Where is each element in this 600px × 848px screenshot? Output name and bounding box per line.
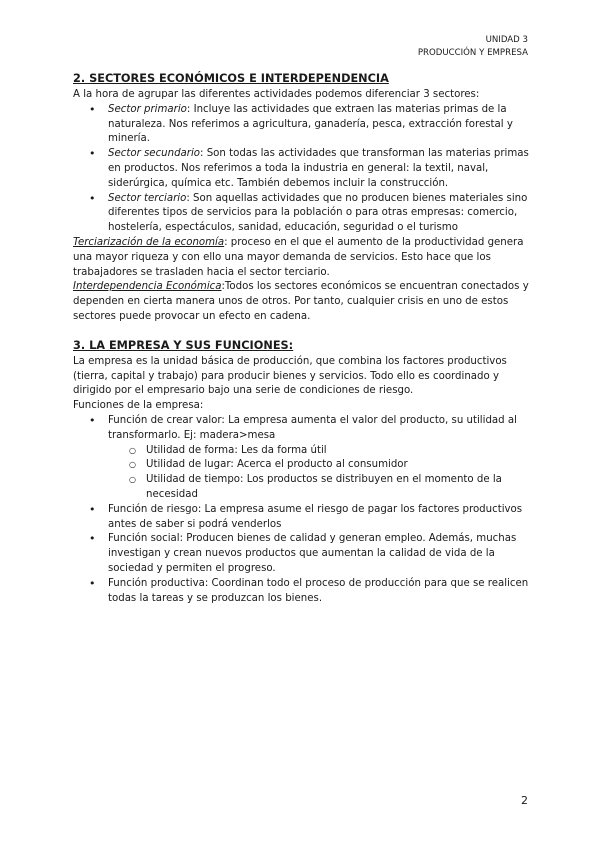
header-unit: UNIDAD 3 <box>485 35 528 45</box>
header-subject: PRODUCCIÓN Y EMPRESA <box>417 47 528 58</box>
section-2-intro: A la hora de agrupar las diferentes actividades podemos diferenciar 3 sectores: <box>73 89 480 100</box>
page-header <box>418 34 528 59</box>
funcion-valor-text: Función de crear valor: La empresa aumenta el valor del producto, su utilidad al transformarlo. Ej: madera>mesa <box>108 414 517 441</box>
list-item: • Función social: Producen bienes de calidad y generan empleo. Además, muchas investigan y crean nuevos productos que aumentan la calidad de vida de la sociedad y permiten el progreso. <box>73 532 531 576</box>
interdependencia-term: Interdependencia Económica <box>73 281 222 293</box>
list-item: ○ Utilidad de forma: Les da forma útil <box>108 444 531 459</box>
page-content <box>73 72 531 606</box>
list-item <box>73 103 531 147</box>
list-item <box>73 192 531 236</box>
sector-name: Sector secundario <box>108 148 201 160</box>
list-item <box>73 414 531 503</box>
list-item: ○ Utilidad de tiempo: Los productos se distribuyen en el momento de la necesidad <box>108 473 531 503</box>
list-item <box>73 147 531 191</box>
sector-text: : Son aquellas actividades que no producen bienes materiales sino diferentes tipos de servicios para la población o para otras empresas: comercio, hostelería, espectáculos, sanidad, educación, seguridad o el turismo <box>108 192 528 234</box>
terciarizacion-text: : proceso en el que el aumento de la productividad genera una mayor riqueza y con ello una mayor demanda de servicios. Esto hace que los trabajadores se trasladen hacia el sector terciario. <box>73 236 524 278</box>
sectors-list <box>73 103 531 236</box>
section-2-title: 2. SECTORES ECONÓMICOS E INTERDEPENDENCIA <box>73 72 389 85</box>
page-number: 2 <box>521 794 528 807</box>
section-3-title: 3. LA EMPRESA Y SUS FUNCIONES: <box>73 338 294 352</box>
list-item: ○ Utilidad de lugar: Acerca el producto al consumidor <box>108 458 531 473</box>
utilidades-list <box>108 444 531 503</box>
sector-name: Sector terciario <box>108 192 187 204</box>
list-item: • Función de riesgo: La empresa asume el riesgo de pagar los factores productivos antes de saber si podrá venderlos <box>73 503 531 533</box>
funciones-list <box>73 414 531 606</box>
section-3-intro: La empresa es la unidad básica de producción, que combina los factores productivos (tierra, capital y trabajo) para producir bienes y servicios. Todo ello es coordinado y dirigido por el empresario bajo una serie de condiciones de riesgo. <box>73 355 507 397</box>
terciarizacion-term: Terciarización de la economía <box>73 236 225 248</box>
sector-text: : Incluye las actividades que extraen las materias primas de la naturaleza. Nos referimos a agricultura, ganadería, pesca, extracción forestal y minería. <box>108 103 513 145</box>
funciones-label: Funciones de la empresa: <box>73 400 204 412</box>
sector-name: Sector primario <box>108 103 187 115</box>
interdependencia-paragraph <box>73 280 531 324</box>
interdependencia-text: :Todos los sectores económicos se encuentran conectados y dependen en cierta manera unos de otros. Por tanto, cualquier crisis en uno de estos sectores puede provocar un efecto en cadena. <box>73 281 529 322</box>
terciarizacion-paragraph <box>73 236 531 280</box>
sector-text: : Son todas las actividades que transforman las materias primas en productos. Nos referimos a toda la industria en general: la textil, naval, siderúrgica, química etc. También debemos incluir la construcción. <box>108 148 529 189</box>
list-item: • Función productiva: Coordinan todo el proceso de producción para que se realicen todas la tareas y se produzcan los bienes. <box>73 577 531 607</box>
